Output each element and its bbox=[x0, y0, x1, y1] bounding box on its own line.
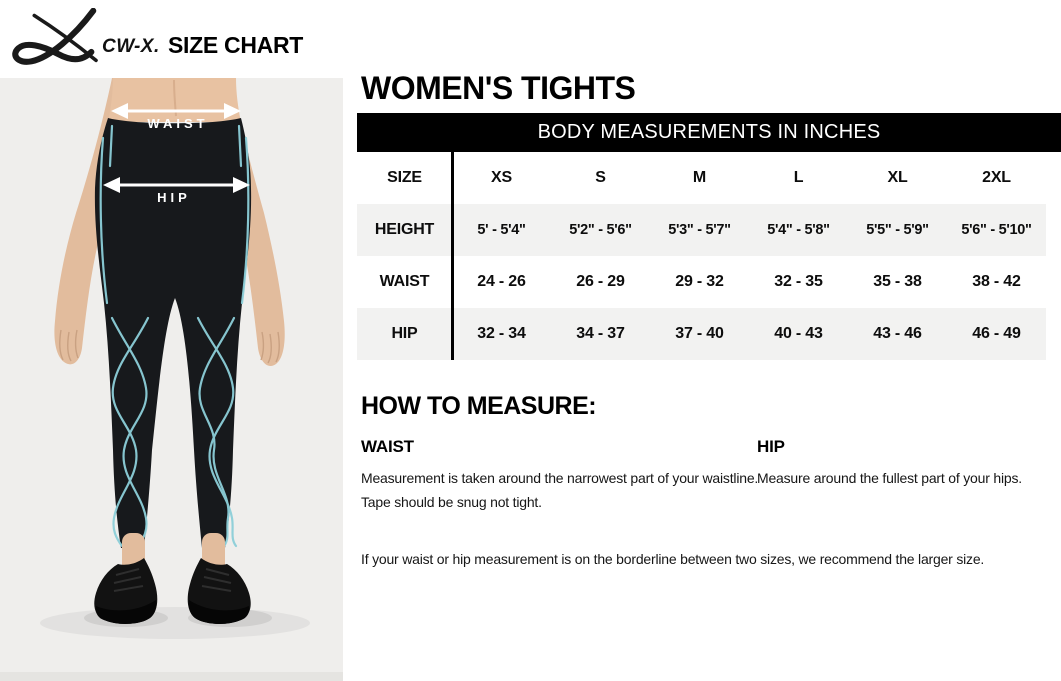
hip-instructions: Measure around the fullest part of your hips. bbox=[757, 470, 1022, 486]
brand-wordmark: CW-X. bbox=[102, 36, 160, 57]
table-column-divider bbox=[451, 152, 454, 360]
page-title: SIZE CHART bbox=[168, 32, 304, 58]
height-row bbox=[357, 204, 1046, 256]
how-to-measure-hip bbox=[757, 437, 1057, 490]
waist-xs: 24 - 26 bbox=[477, 273, 526, 290]
size-header-m: M bbox=[692, 169, 707, 186]
waist-xl: 35 - 38 bbox=[873, 273, 922, 290]
section-title: WOMEN'S TIGHTS bbox=[361, 70, 636, 106]
waist-2xl: 38 - 42 bbox=[972, 273, 1021, 290]
height-m: 5'3" - 5'7" bbox=[668, 222, 731, 238]
height-xs: 5' - 5'4" bbox=[477, 222, 526, 238]
table-banner bbox=[357, 113, 1061, 152]
size-header-2xl: 2XL bbox=[982, 169, 1011, 186]
waist-l: 32 - 35 bbox=[774, 273, 823, 290]
sizing-note: If your waist or hip measurement is on the borderline between two sizes, we recommend the larger size. bbox=[361, 551, 985, 567]
product-photo bbox=[0, 78, 343, 681]
waist-row bbox=[357, 256, 1046, 308]
size-header-s: S bbox=[595, 169, 606, 186]
waist-heading: WAIST bbox=[361, 437, 414, 456]
hip-heading: HIP bbox=[757, 437, 785, 456]
hip-measure-label: HIP bbox=[157, 190, 191, 205]
how-to-measure-title: HOW TO MEASURE: bbox=[361, 392, 597, 420]
table-banner-text: BODY MEASUREMENTS IN INCHES bbox=[537, 121, 881, 143]
hip-xl: 43 - 46 bbox=[873, 325, 922, 342]
hip-xs: 32 - 34 bbox=[477, 325, 526, 342]
height-l: 5'4" - 5'8" bbox=[767, 222, 830, 238]
waist-s: 26 - 29 bbox=[576, 273, 625, 290]
size-header-xl: XL bbox=[887, 169, 908, 186]
height-2xl: 5'6" - 5'10" bbox=[961, 222, 1032, 238]
size-table bbox=[357, 152, 1046, 360]
height-row-label: HEIGHT bbox=[374, 221, 435, 238]
hip-row bbox=[357, 308, 1046, 360]
size-header-xs: XS bbox=[491, 169, 512, 186]
waist-instructions: Measurement is taken around the narrowest part of your waistline. Tape should be snug not tight. bbox=[361, 470, 759, 510]
size-column-header: SIZE bbox=[387, 169, 422, 186]
hip-s: 34 - 37 bbox=[576, 325, 625, 342]
table-header-row bbox=[357, 152, 1046, 204]
size-header-l: L bbox=[793, 169, 804, 186]
hip-2xl: 46 - 49 bbox=[972, 325, 1021, 342]
height-s: 5'2" - 5'6" bbox=[569, 222, 632, 238]
hip-row-label: HIP bbox=[391, 325, 418, 342]
how-to-measure-waist bbox=[361, 437, 761, 514]
hip-m: 37 - 40 bbox=[675, 325, 724, 342]
height-xl: 5'5" - 5'9" bbox=[866, 222, 929, 238]
waist-m: 29 - 32 bbox=[675, 273, 724, 290]
model-back-view-illustration bbox=[0, 78, 343, 681]
waist-measure-label: WAIST bbox=[147, 116, 209, 131]
hip-l: 40 - 43 bbox=[774, 325, 823, 342]
waist-row-label: WAIST bbox=[379, 273, 430, 290]
cwx-logo-swoosh-icon bbox=[6, 8, 100, 66]
